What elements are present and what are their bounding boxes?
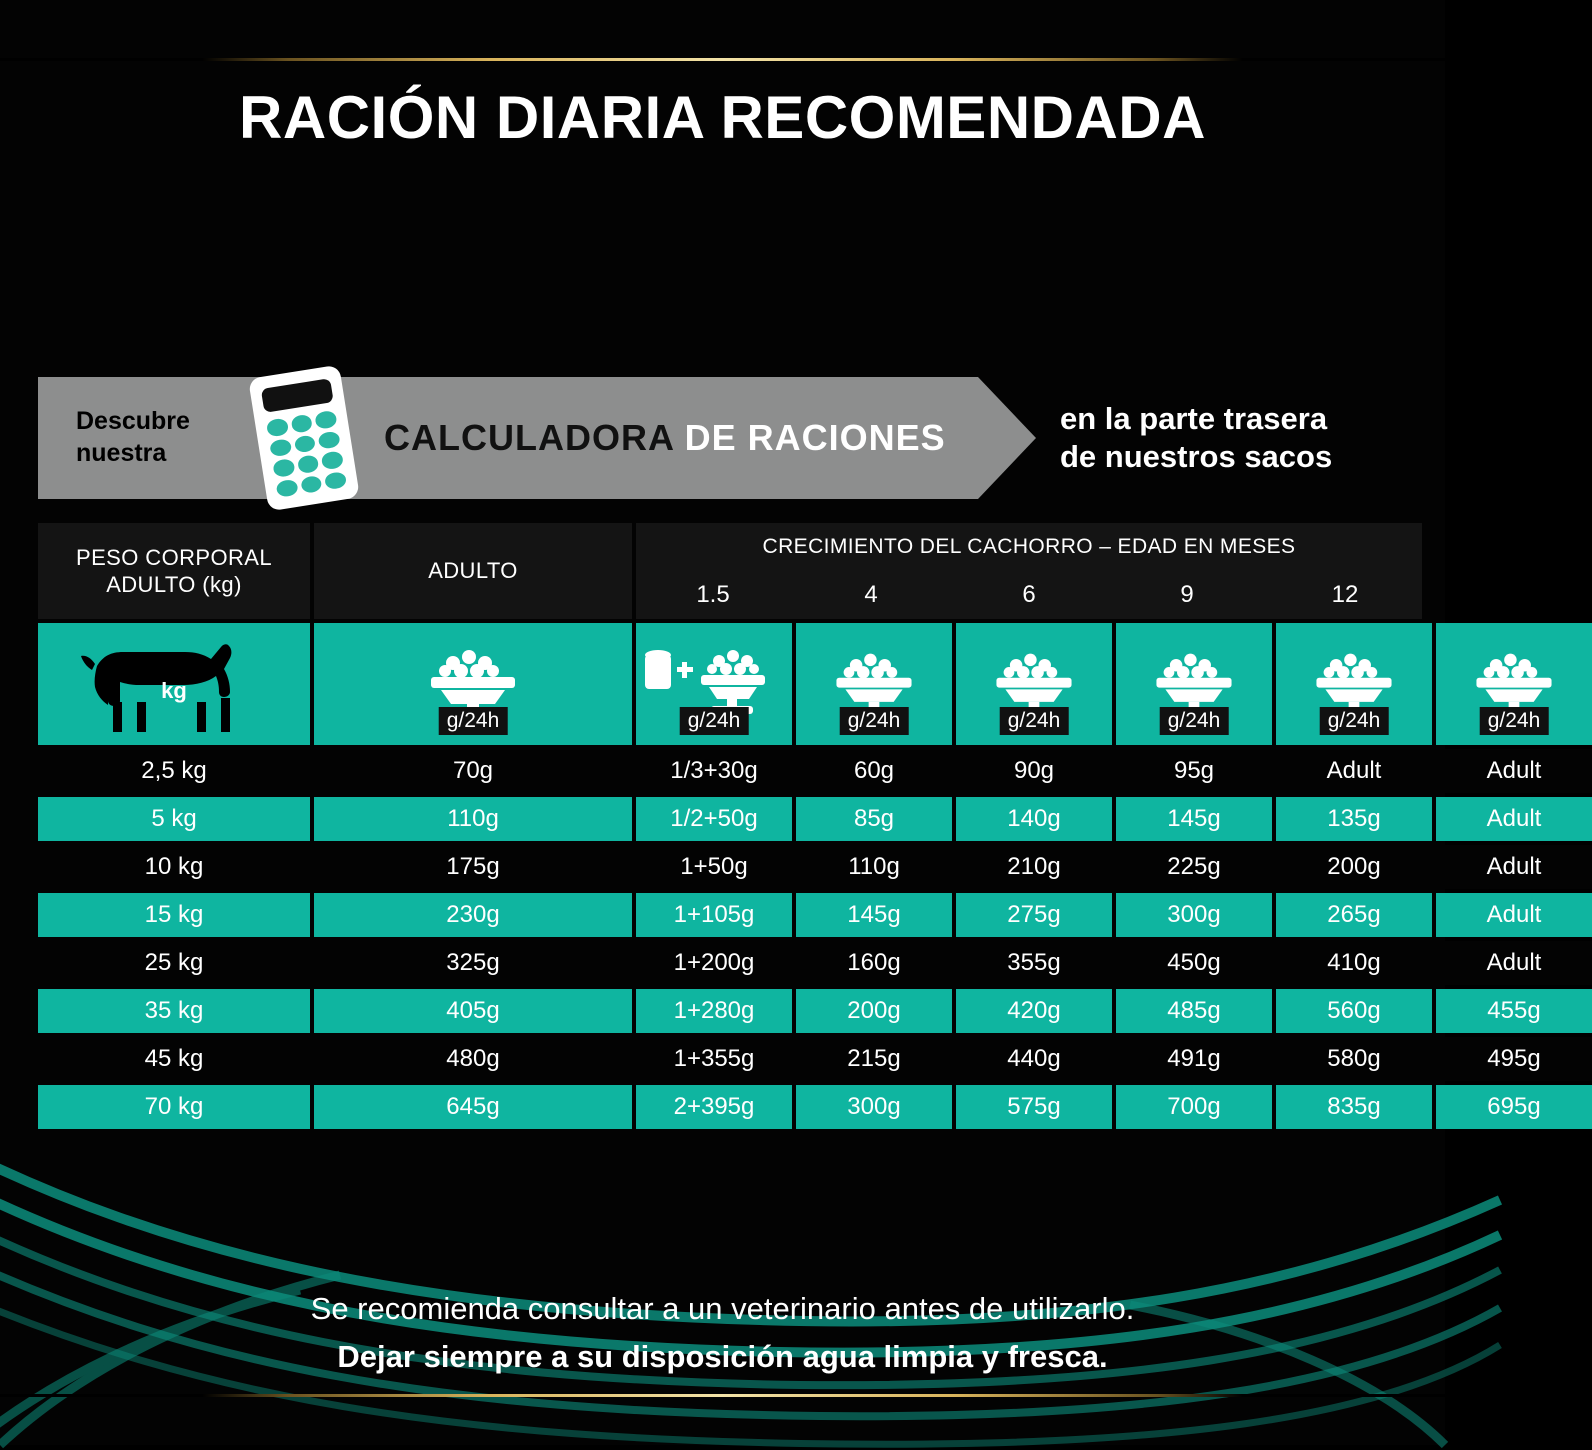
cell-month-6: 491g: [1116, 1037, 1272, 1081]
calculator-banner-intro-line2: nuestra: [76, 438, 167, 467]
table-row: [38, 893, 1542, 937]
cell-month-4: 90g: [956, 749, 1112, 793]
cell-adult: 480g: [314, 1037, 632, 1081]
cell-mix: 1/3+30g: [636, 749, 792, 793]
bowl-icon-month-1-5: [796, 623, 952, 745]
cell-mix: 1+280g: [636, 989, 792, 1033]
header-age-1-5: 1.5: [636, 571, 790, 619]
cell-month-9: 410g: [1276, 941, 1432, 985]
cell-month-6: 300g: [1116, 893, 1272, 937]
cell-adult: 325g: [314, 941, 632, 985]
cell-month-9: 200g: [1276, 845, 1432, 889]
bowl-icon-month-6: [1116, 623, 1272, 745]
table-row: [38, 989, 1541, 1033]
cell-weight: 10 kg: [38, 845, 310, 889]
cell-weight: 25 kg: [38, 941, 310, 985]
cell-month-12: Adult: [1436, 797, 1592, 841]
feeding-table: [38, 523, 1542, 1133]
table-row: [38, 797, 1542, 841]
header-body-weight: [38, 523, 310, 619]
cell-month-9: 135g: [1276, 797, 1432, 841]
can-plus-bowl-icon: [636, 623, 792, 745]
bowl-icon-month-9: [1276, 623, 1432, 745]
calculator-banner-intro: [38, 406, 256, 469]
cell-month-1-5: 200g: [796, 989, 952, 1033]
cell-month-1-5: 300g: [796, 1085, 952, 1129]
calculator-banner-title-light: DE RACIONES: [684, 416, 946, 458]
header-puppy-growth: [636, 523, 1422, 619]
cell-month-4: 210g: [956, 845, 1112, 889]
cell-month-4: 275g: [956, 893, 1112, 937]
cell-month-12: 495g: [1436, 1037, 1592, 1081]
calculator-banner-note-line2: de nuestros sacos: [1060, 438, 1333, 474]
cell-month-12: Adult: [1436, 845, 1592, 889]
calculator-banner-intro-line1: Descubre: [76, 407, 190, 436]
table-row: [38, 1085, 1541, 1129]
cell-month-6: 145g: [1116, 797, 1272, 841]
cell-adult: 230g: [314, 893, 632, 937]
cell-weight: 15 kg: [38, 893, 310, 937]
cell-month-1-5: 215g: [796, 1037, 952, 1081]
unit-label: g/24h: [680, 707, 749, 735]
cell-weight: 5 kg: [38, 797, 310, 841]
cell-month-6: 450g: [1116, 941, 1272, 985]
cell-month-12: Adult: [1436, 893, 1592, 937]
cell-adult: 70g: [314, 749, 632, 793]
cell-month-6: 95g: [1116, 749, 1272, 793]
header-age-6: 6: [952, 571, 1106, 619]
calculator-banner-title-bold: CALCULADORA: [384, 416, 674, 458]
cell-adult: 405g: [314, 989, 632, 1033]
cell-weight: 70 kg: [38, 1085, 310, 1129]
table-row: [38, 749, 1542, 793]
cell-mix: 1+355g: [636, 1037, 792, 1081]
unit-label: g/24h: [1160, 707, 1229, 735]
cell-month-12: 455g: [1436, 989, 1592, 1033]
cell-mix: 1+50g: [636, 845, 792, 889]
table-icon-row: [38, 623, 1541, 745]
cell-month-12: Adult: [1436, 749, 1592, 793]
calculator-banner-title: [384, 417, 946, 459]
header-puppy-growth-title: CRECIMIENTO DEL CACHORRO – EDAD EN MESES: [762, 535, 1296, 558]
cell-month-9: 560g: [1276, 989, 1432, 1033]
cell-month-12: Adult: [1436, 941, 1592, 985]
cell-month-4: 575g: [956, 1085, 1112, 1129]
cell-month-1-5: 145g: [796, 893, 952, 937]
header-age-4: 4: [794, 571, 948, 619]
cell-month-12: 695g: [1436, 1085, 1592, 1129]
cell-month-4: 355g: [956, 941, 1112, 985]
cell-mix: 1+105g: [636, 893, 792, 937]
unit-label: g/24h: [1320, 707, 1389, 735]
calculator-banner-arrow: [38, 377, 978, 499]
cell-month-4: 440g: [956, 1037, 1112, 1081]
header-body-weight-line1: PESO CORPORAL: [76, 544, 272, 570]
gold-divider-top: [0, 58, 1445, 61]
footer-note: [0, 1291, 1445, 1375]
calculator-icon: [248, 364, 360, 511]
cell-month-6: 700g: [1116, 1085, 1272, 1129]
footer-line-2: Dejar siempre a su disposición agua limpia y fresca.: [337, 1339, 1108, 1374]
unit-label: g/24h: [1000, 707, 1069, 735]
cell-month-9: Adult: [1276, 749, 1432, 793]
cell-month-9: 265g: [1276, 893, 1432, 937]
cell-weight: 2,5 kg: [38, 749, 310, 793]
calculator-banner: [38, 375, 1410, 500]
gold-divider-bottom: [0, 1394, 1445, 1397]
table-row: [38, 845, 1542, 889]
calculator-banner-note-line1: en la parte trasera: [1060, 400, 1328, 436]
header-age-12: 12: [1268, 571, 1422, 619]
cell-month-9: 580g: [1276, 1037, 1432, 1081]
bowl-icon-adult: [314, 623, 632, 745]
header-body-weight-line2: ADULTO (kg): [106, 572, 242, 597]
unit-label: g/24h: [439, 707, 508, 735]
cell-mix: 1/2+50g: [636, 797, 792, 841]
cell-month-4: 140g: [956, 797, 1112, 841]
bowl-icon-month-4: [956, 623, 1112, 745]
header-adult: ADULTO: [314, 523, 632, 619]
bowl-icon-month-12: [1436, 623, 1592, 745]
cell-month-1-5: 160g: [796, 941, 952, 985]
page-title: RACIÓN DIARIA RECOMENDADA: [239, 84, 1206, 151]
cell-weight: 45 kg: [38, 1037, 310, 1081]
cell-adult: 175g: [314, 845, 632, 889]
table-row: [38, 941, 1542, 985]
cell-month-1-5: 60g: [796, 749, 952, 793]
cell-weight: 35 kg: [38, 989, 310, 1033]
table-header-row: [38, 523, 1410, 619]
footer-line-1: Se recomienda consultar a un veterinario antes de utilizarlo.: [310, 1291, 1135, 1326]
cell-adult: 645g: [314, 1085, 632, 1129]
cell-adult: 110g: [314, 797, 632, 841]
table-row: [38, 1037, 1541, 1081]
cell-month-6: 225g: [1116, 845, 1272, 889]
cell-month-6: 485g: [1116, 989, 1272, 1033]
dog-icon: [38, 623, 310, 745]
cell-month-1-5: 85g: [796, 797, 952, 841]
cell-month-9: 835g: [1276, 1085, 1432, 1129]
header-age-9: 9: [1110, 571, 1264, 619]
cell-month-1-5: 110g: [796, 845, 952, 889]
unit-label: g/24h: [840, 707, 909, 735]
calculator-banner-note: [1060, 400, 1332, 476]
cell-mix: 1+200g: [636, 941, 792, 985]
dog-icon-label: kg: [161, 678, 187, 704]
cell-month-4: 420g: [956, 989, 1112, 1033]
unit-label: g/24h: [1480, 707, 1549, 735]
cell-mix: 2+395g: [636, 1085, 792, 1129]
